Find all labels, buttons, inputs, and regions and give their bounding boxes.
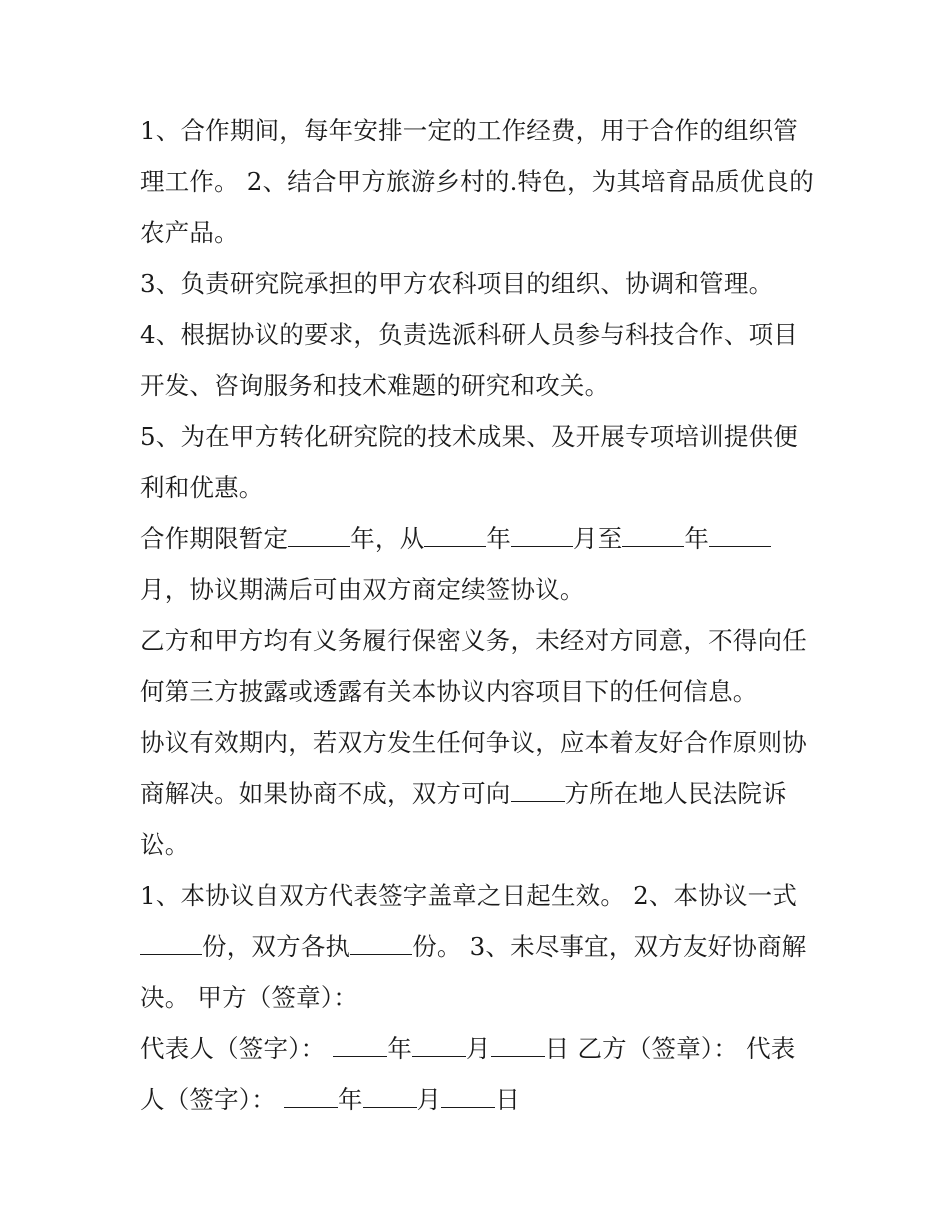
clause-term bbox=[140, 513, 820, 615]
dispute-text-1: 协议有效期内，若双方发生任何争议，应本着友好合作原则协商解决。如果协商不成，双方可向 bbox=[140, 728, 807, 808]
term-text-5: 年 bbox=[684, 524, 710, 553]
end-month-blank bbox=[709, 526, 771, 547]
sign-text-6: 月 bbox=[416, 1085, 442, 1114]
sign-text-7: 日 bbox=[495, 1085, 521, 1114]
term-text-2: 年，从 bbox=[350, 524, 425, 553]
clause-effect bbox=[140, 870, 820, 1023]
party-a-day-blank bbox=[491, 1036, 545, 1057]
dispute-text-2: 方所在地人民法院诉讼。 bbox=[140, 779, 787, 859]
copies-each-blank bbox=[350, 934, 412, 955]
term-years-blank bbox=[288, 526, 350, 547]
effect-text-3: 份。 3、未尽事宜，双方友好协商解决。 甲方（签章）： bbox=[140, 932, 807, 1012]
party-b-year-blank bbox=[284, 1087, 338, 1108]
clause-confidentiality: 乙方和甲方均有义务履行保密义务，未经对方同意，不得向任何第三方披露或透露有关本协议内容项目下的任何信息。 bbox=[140, 626, 807, 706]
copies-total-blank bbox=[140, 934, 202, 955]
term-text-6: 月，协议期满后可由双方商定续签协议。 bbox=[140, 575, 585, 604]
party-a-year-blank bbox=[333, 1036, 387, 1057]
clause-dispute bbox=[140, 717, 820, 870]
clause-facilitation: 5、为在甲方转化研究院的技术成果、及开展专项培训提供便利和优惠。 bbox=[140, 422, 798, 502]
sign-text-5: 年 bbox=[337, 1085, 363, 1114]
end-year-blank bbox=[622, 526, 684, 547]
term-text-4: 月至 bbox=[573, 524, 623, 553]
clause-personnel: 4、根据协议的要求，负责选派科研人员参与科技合作、项目开发、咨询服务和技术难题的研究和攻关。 bbox=[140, 320, 798, 400]
start-month-blank bbox=[511, 526, 573, 547]
signature-block bbox=[140, 1023, 820, 1125]
party-b-day-blank bbox=[441, 1087, 495, 1108]
effect-text-1: 1、本协议自双方代表签字盖章之日起生效。 2、本协议一式 bbox=[140, 881, 798, 910]
term-text-1: 合作期限暂定 bbox=[140, 524, 289, 553]
party-b-month-blank bbox=[363, 1087, 417, 1108]
start-year-blank bbox=[424, 526, 486, 547]
clause-project-management: 3、负责研究院承担的甲方农科项目的组织、协调和管理。 bbox=[140, 269, 774, 298]
sign-text-2: 年 bbox=[387, 1034, 413, 1063]
sign-text-3: 月 bbox=[466, 1034, 491, 1063]
term-text-3: 年 bbox=[486, 524, 512, 553]
court-party-blank bbox=[511, 781, 565, 802]
party-a-month-blank bbox=[412, 1036, 466, 1057]
sign-text-4: 日 乙方（签章）： 代表人（签字）： bbox=[140, 1034, 796, 1114]
clause-cooperation-funding: 1、合作期间，每年安排一定的工作经费，用于合作的组织管理工作。 2、结合甲方旅游乡村的.特色，为其培育品质优良的农产品。 bbox=[140, 116, 814, 247]
sign-text-1: 代表人（签字）： bbox=[140, 1034, 334, 1063]
effect-text-2: 份，双方各执 bbox=[202, 932, 351, 961]
document-body bbox=[140, 105, 820, 1125]
